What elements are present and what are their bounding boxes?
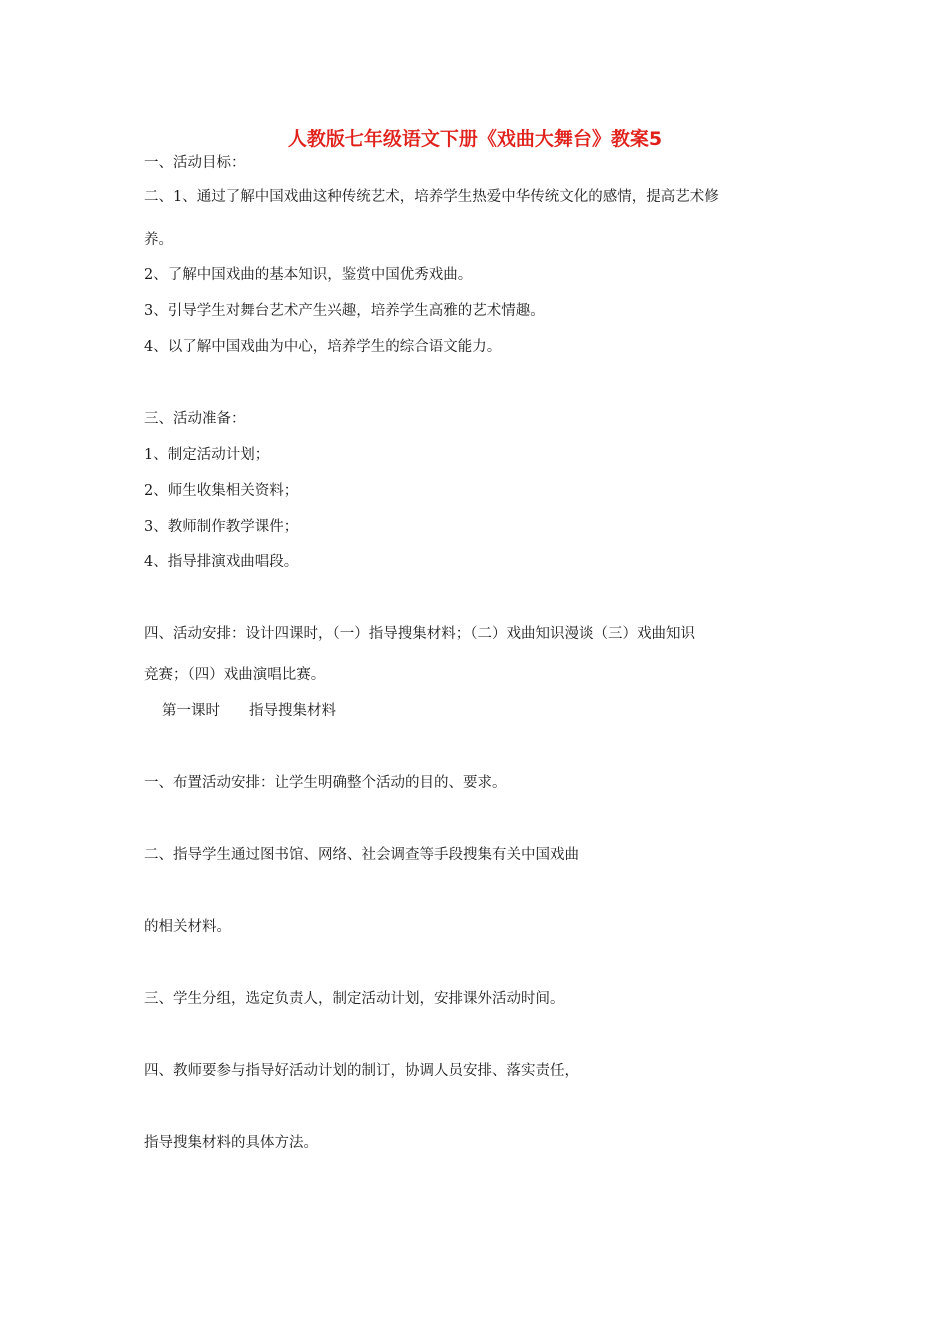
section-heading-goals: 一、活动目标：: [144, 155, 246, 171]
section-heading-schedule: 四、活动安排：设计四课时，（一）指导搜集材料；（二）戏曲知识漫谈（三）戏曲知识: [144, 626, 695, 642]
paragraph-line: 4、以了解中国戏曲为中心，培养学生的综合语文能力。: [144, 339, 502, 355]
paragraph-line: 2、了解中国戏曲的基本知识，鉴赏中国优秀戏曲。: [144, 267, 473, 283]
paragraph-line: 养。: [144, 232, 173, 248]
lesson-heading: 第一课时 指导搜集材料: [162, 703, 336, 719]
paragraph-line: 3、引导学生对舞台艺术产生兴趣，培养学生高雅的艺术情趣。: [144, 303, 545, 319]
paragraph-line: 二、1、通过了解中国戏曲这种传统艺术，培养学生热爱中华传统文化的感情，提高艺术修: [144, 189, 719, 205]
paragraph-line: 三、学生分组，选定负责人，制定活动计划，安排课外活动时间。: [144, 991, 565, 1007]
paragraph-line: 的相关材料。: [144, 919, 231, 935]
paragraph-line: 竞赛；（四）戏曲演唱比赛。: [144, 667, 326, 683]
paragraph-line: 二、指导学生通过图书馆、网络、社会调查等手段搜集有关中国戏曲: [144, 847, 579, 863]
paragraph-line: 指导搜集材料的具体方法。: [144, 1135, 318, 1151]
paragraph-line: 3、教师制作教学课件；: [144, 519, 299, 535]
paragraph-line: 2、师生收集相关资料；: [144, 483, 299, 499]
paragraph-line: 4、指导排演戏曲唱段。: [144, 554, 299, 570]
paragraph-line: 1、制定活动计划；: [144, 447, 270, 463]
paragraph-line: 四、教师要参与指导好活动计划的制订，协调人员安排、落实责任，: [144, 1063, 579, 1079]
paragraph-line: 一、布置活动安排：让学生明确整个活动的目的、要求。: [144, 775, 507, 791]
document-title: 人教版七年级语文下册《戏曲大舞台》教案5: [287, 128, 663, 150]
section-heading-preparation: 三、活动准备：: [144, 411, 246, 427]
